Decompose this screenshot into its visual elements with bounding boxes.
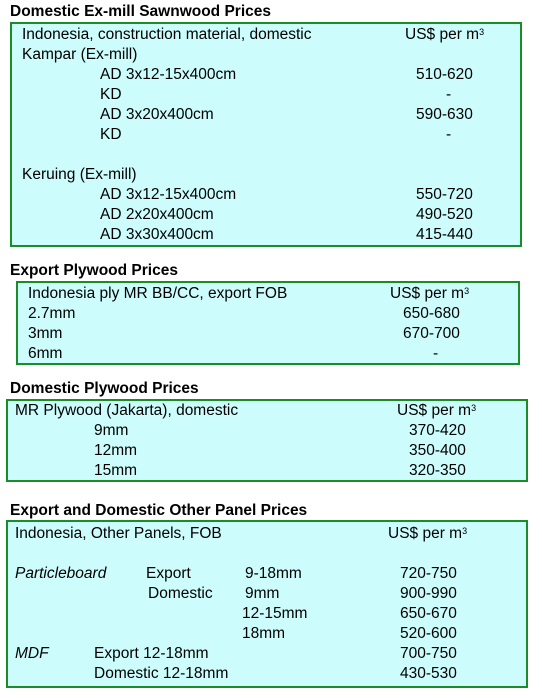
row-value: 720-750 <box>400 565 457 582</box>
unit-exponent: 3 <box>462 526 468 536</box>
unit-exponent: 3 <box>464 286 470 296</box>
unit-label: US$ per $m^3$ <box>388 525 468 542</box>
row-label: 6mm <box>28 345 63 362</box>
table-description: Indonesia ply MR BB/CC, export FOB <box>28 285 288 302</box>
row-value: 650-670 <box>400 605 457 622</box>
row-value: 510-620 <box>416 66 473 83</box>
row-value: - <box>433 345 439 362</box>
unit-exponent: 3 <box>479 27 485 37</box>
size-label: 18mm <box>242 625 286 642</box>
row-label: 12mm <box>94 442 138 459</box>
market-label-export: Export <box>146 565 191 582</box>
product-label-particleboard: Particleboard <box>15 565 107 582</box>
row-value: 350-400 <box>409 442 466 459</box>
domestic-sawnwood-table <box>10 22 522 247</box>
row-value: - <box>446 126 452 143</box>
row-value: 670-700 <box>403 325 460 342</box>
section-heading-other-panels: Export and Domestic Other Panel Prices <box>10 502 308 519</box>
size-label: 9mm <box>245 585 280 602</box>
table-description: Indonesia, Other Panels, FOB <box>15 525 222 542</box>
species-label-keruing: Keruing (Ex-mill) <box>22 166 137 183</box>
row-value: 900-990 <box>400 585 457 602</box>
row-value: 550-720 <box>416 186 473 203</box>
section-heading-domestic-plywood: Domestic Plywood Prices <box>10 380 199 397</box>
row-label: 9mm <box>94 422 129 439</box>
product-label-mdf: MDF <box>15 645 49 662</box>
row-value: 700-750 <box>400 645 457 662</box>
unit-label: US$ per $m^3$ <box>390 285 470 302</box>
row-value: 520-600 <box>400 625 457 642</box>
size-label: 12-15mm <box>242 605 308 622</box>
row-label: Domestic 12-18mm <box>94 665 229 682</box>
row-label: 3mm <box>28 325 63 342</box>
row-value: 430-530 <box>400 665 457 682</box>
row-label: 2.7mm <box>28 305 76 322</box>
row-label: Export 12-18mm <box>94 645 209 662</box>
section-heading-export-plywood: Export Plywood Prices <box>10 262 178 279</box>
size-label: 9-18mm <box>245 565 302 582</box>
table-description: MR Plywood (Jakarta), domestic <box>15 402 239 419</box>
row-label: AD 2x20x400cm <box>100 206 214 223</box>
row-value: 415-440 <box>416 226 473 243</box>
row-label: KD <box>100 126 122 143</box>
row-label: AD 3x12-15x400cm <box>100 186 237 203</box>
unit-label: US$ per $m^3$ <box>405 26 485 43</box>
row-value: 590-630 <box>416 106 473 123</box>
unit-label: US$ per $m^3$ <box>397 402 477 419</box>
section-heading-domestic-sawnwood: Domestic Ex-mill Sawnwood Prices <box>10 3 271 20</box>
row-value: 650-680 <box>403 305 460 322</box>
row-value: 370-420 <box>409 422 466 439</box>
row-label: AD 3x30x400cm <box>100 226 214 243</box>
row-value: 490-520 <box>416 206 473 223</box>
table-description: Indonesia, construction material, domestic <box>22 26 312 43</box>
unit-exponent: 3 <box>471 403 477 413</box>
export-plywood-table <box>16 281 520 365</box>
row-label: 15mm <box>94 462 138 479</box>
domestic-plywood-table <box>6 399 528 482</box>
market-label-domestic: Domestic <box>148 585 213 602</box>
row-label: AD 3x12-15x400cm <box>100 66 237 83</box>
other-panels-table <box>6 520 528 688</box>
row-label: AD 3x20x400cm <box>100 106 214 123</box>
row-value: - <box>446 86 452 103</box>
row-label: KD <box>100 86 122 103</box>
row-value: 320-350 <box>409 462 466 479</box>
species-label-kampar: Kampar (Ex-mill) <box>22 46 138 63</box>
